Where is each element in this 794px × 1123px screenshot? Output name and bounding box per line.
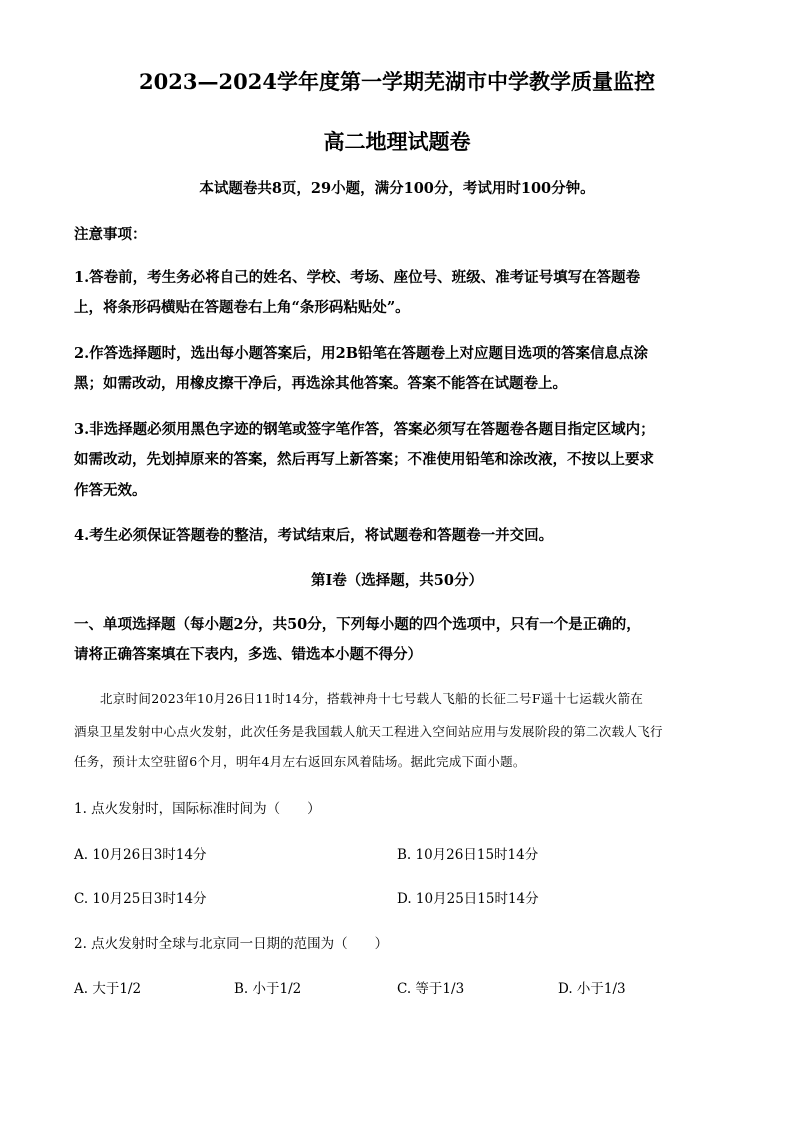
note-3-line-1: 3.非选择题必须用黑色字迹的钢笔或签字笔作答，答案必须写在答题卷各题目指定区域内； — [74, 421, 655, 438]
question-1-option-b: B. 10月26日15时14分 — [397, 847, 539, 863]
note-3-line-3: 作答无效。 — [74, 482, 147, 499]
question-2-option-c: C. 等于1/3 — [397, 981, 465, 997]
question-1-option-d: D. 10月25日15时14分 — [397, 891, 539, 907]
passage-line-2: 酒泉卫星发射中心点火发射，此次任务是我国载人航天工程进入空间站应用与发展阶段的第二次载人飞行 — [74, 724, 663, 739]
question-2-option-d: D. 小于1/3 — [558, 981, 626, 997]
question-2-option-a: A. 大于1/2 — [74, 981, 142, 997]
exam-intro: 本试题卷共8页，29小题，满分100分，考试用时100分钟。 — [199, 180, 595, 197]
note-3-line-2: 如需改动，先划掉原来的答案，然后再写上新答案；不准使用铅笔和涂改液，不按以上要求 — [74, 451, 654, 468]
passage-line-3: 任务，预计太空驻留6个月，明年4月左右返回东风着陆场。据此完成下面小题。 — [74, 754, 526, 769]
notes-heading: 注意事项： — [74, 226, 147, 243]
question-1-stem: 1. 点火发射时，国际标准时间为（ ） — [74, 801, 321, 817]
exam-title: 2023—2024学年度第一学期芜湖市中学教学质量监控 — [139, 69, 655, 94]
section-instructions-line-2: 请将正确答案填在下表内，多选、错选本小题不得分） — [74, 646, 422, 663]
part1-heading: 第Ⅰ卷（选择题，共50分） — [311, 572, 483, 589]
exam-subtitle: 高二地理试题卷 — [323, 129, 471, 154]
question-2-option-b: B. 小于1/2 — [234, 981, 302, 997]
passage-line-1: 北京时间2023年10月26日11时14分，搭载神舟十七号载人飞船的长征二号F遥十七运载火箭在 — [100, 691, 644, 706]
note-4-line-1: 4.考生必须保证答题卷的整洁，考试结束后，将试题卷和答题卷一并交回。 — [74, 527, 554, 544]
question-1-option-a: A. 10月26日3时14分 — [74, 847, 207, 863]
note-2-line-2: 黑；如需改动，用橡皮擦干净后，再选涂其他答案。答案不能答在试题卷上。 — [74, 375, 567, 392]
note-1-line-1: 1.答卷前，考生务必将自己的姓名、学校、考场、座位号、班级、准考证号填写在答题卷 — [74, 269, 641, 286]
note-2-line-1: 2.作答选择题时，选出每小题答案后，用2B铅笔在答题卷上对应题目选项的答案信息点涂 — [74, 345, 648, 362]
question-1-option-c: C. 10月25日3时14分 — [74, 891, 207, 907]
section-instructions-line-1: 一、单项选择题（每小题2分，共50分，下列每小题的四个选项中，只有一个是正确的， — [74, 616, 641, 633]
question-2-stem: 2. 点火发射时全球与北京同一日期的范围为（ ） — [74, 936, 389, 952]
note-1-line-2: 上，将条形码横贴在答题卷右上角“条形码粘贴处”。 — [74, 299, 410, 316]
